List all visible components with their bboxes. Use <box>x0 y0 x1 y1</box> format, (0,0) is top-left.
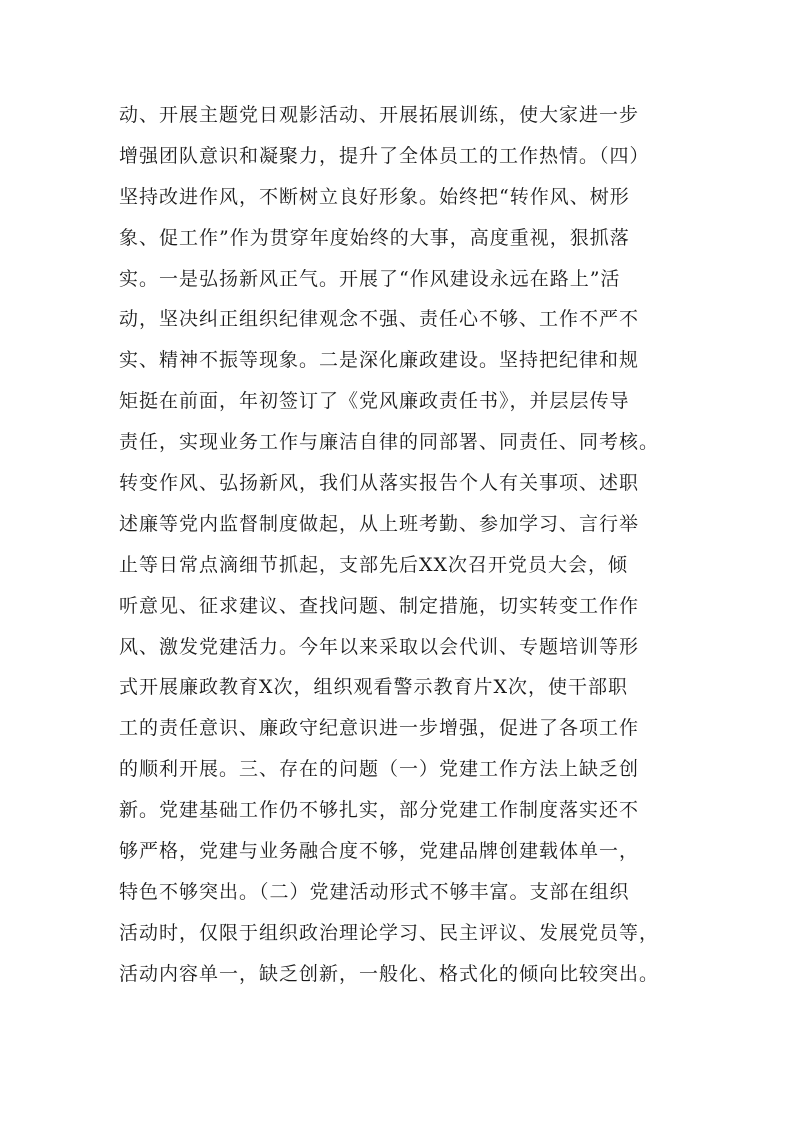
text-line: 风、激发党建活力。今年以来采取以会代训、专题培训等形 <box>119 635 640 658</box>
text-line: 止等日常点滴细节抓起，支部先后XX次召开党员大会，倾 <box>119 553 629 576</box>
text-line: 矩挺在前面，年初签订了《党风廉政责任书》，并层层传导 <box>119 390 630 413</box>
text-line: 动、开展主题党日观影活动、开展拓展训练，使大家进一步 <box>119 104 640 126</box>
text-line: 特色不够突出。（二）党建活动形式不够丰富。支部在组织 <box>119 880 630 903</box>
text-line: 责任，实现业务工作与廉洁自律的同部署、同责任、同考核。 <box>119 431 660 454</box>
text-line: 动，坚决纠正组织纪律观念不强、责任心不够、工作不严不 <box>119 308 640 331</box>
text-line: 工的责任意识、廉政守纪意识进一步增强，促进了各项工作 <box>119 717 640 740</box>
text-line: 够严格，党建与业务融合度不够，党建品牌创建载体单一， <box>119 840 640 863</box>
text-line: 实。一是弘扬新风正气。开展了“作风建设永远在路上”活 <box>119 267 621 290</box>
text-line: 听意见、征求建议、查找问题、制定措施，切实转变工作作 <box>119 594 640 617</box>
text-line: 象、促工作”作为贯穿年度始终的大事，高度重视，狠抓落 <box>119 226 630 249</box>
text-line: 活动时，仅限于组织政治理论学习、民主评议、发展党员等， <box>119 921 660 944</box>
text-line: 新。党建基础工作仍不够扎实，部分党建工作制度落实还不 <box>119 799 640 822</box>
text-line: 式开展廉政教育X次，组织观看警示教育片X次，使干部职 <box>119 676 629 699</box>
text-line: 活动内容单一，缺乏创新，一般化、格式化的倾向比较突出。 <box>119 962 660 985</box>
text-line: 实、精神不振等现象。二是深化廉政建设。坚持把纪律和规 <box>119 349 640 372</box>
text-line: 转变作风、弘扬新风，我们从落实报告个人有关事项、述职 <box>119 472 640 495</box>
text-line: 坚持改进作风，不断树立良好形象。始终把“转作风、树形 <box>119 185 630 208</box>
body-paragraph <box>119 95 689 995</box>
text-line: 述廉等党内监督制度做起，从上班考勤、参加学习、言行举 <box>119 512 640 535</box>
text-line: 增强团队意识和凝聚力，提升了全体员工的工作热情。（四） <box>119 144 650 167</box>
text-line: 的顺利开展。三、存在的问题（一）党建工作方法上缺乏创 <box>119 758 640 781</box>
